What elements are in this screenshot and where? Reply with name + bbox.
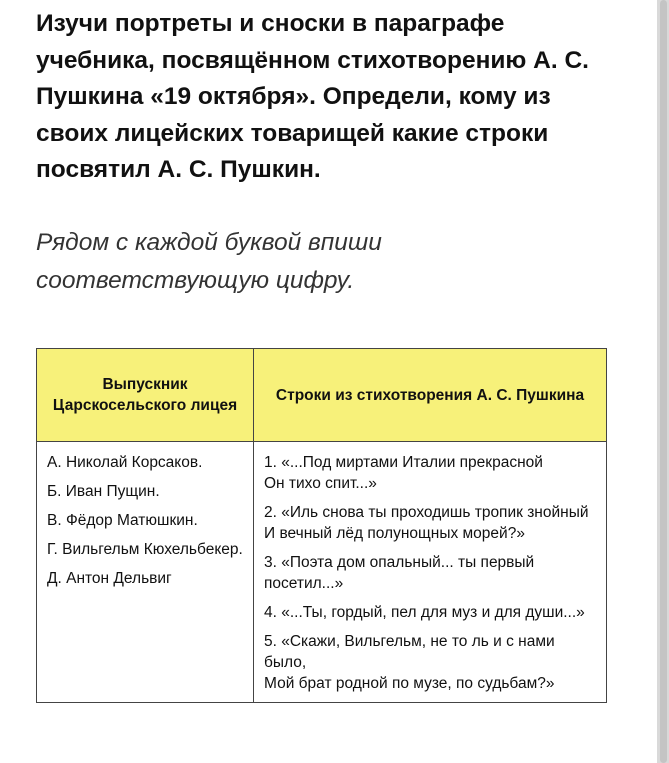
poem-line-1-b: Он тихо спит...»	[264, 475, 377, 492]
scrollbar-track[interactable]	[657, 0, 669, 763]
graduate-item-b: Б. Иван Пущин.	[47, 483, 160, 500]
table-row	[37, 442, 607, 703]
poem-line-1-a: 1. «...Под миртами Италии прекрасной	[264, 454, 543, 471]
graduate-item-d: Д. Антон Дельвиг	[47, 570, 172, 587]
task-text: Изучи портреты и сноски в параграфе учебника, посвящённом стихотворению А. С. Пушкина «19 октября». Определи, кому из своих лицейских товарищей какие строки посвятил А. С. Пушкин.	[36, 10, 589, 183]
matching-table	[36, 348, 607, 703]
poem-line-3-a: 3. «Поэта дом опальный... ты первый посетил...»	[264, 554, 535, 592]
graduates-cell	[37, 442, 254, 703]
graduate-item-g: Г. Вильгельм Кюхельбекер.	[47, 541, 243, 558]
poem-line-2-b: И вечный лёд полунощных морей?»	[264, 525, 525, 542]
poem-line-item-3	[264, 552, 598, 594]
graduate-item-v: В. Фёдор Матюшкин.	[47, 512, 198, 529]
poem-line-4-a: 4. «...Ты, гордый, пел для муз и для души...»	[264, 604, 585, 621]
poem-line-item-1	[264, 452, 598, 494]
poem-line-2-a: 2. «Иль снова ты проходишь тропик знойный	[264, 504, 589, 521]
scrollbar-thumb[interactable]	[660, 0, 667, 763]
poem-line-5-a: 5. «Скажи, Вильгельм, не то ль и с нами было,	[264, 633, 555, 671]
graduate-item-a: А. Николай Корсаков.	[47, 454, 203, 471]
poem-line-5-b: Мой брат родной по музе, по судьбам?»	[264, 675, 555, 692]
poem-line-item-4	[264, 602, 598, 623]
table-header-row	[37, 349, 607, 442]
header-graduate: Выпускник Царскосельского лицея	[37, 349, 254, 442]
poem-line-item-5	[264, 631, 598, 694]
poem-line-item-2	[264, 502, 598, 544]
header-lines: Строки из стихотворения А. С. Пушкина	[254, 349, 607, 442]
lines-cell	[254, 442, 607, 703]
instruction-text: Рядом с каждой буквой впиши соответствующую цифру.	[36, 229, 382, 294]
